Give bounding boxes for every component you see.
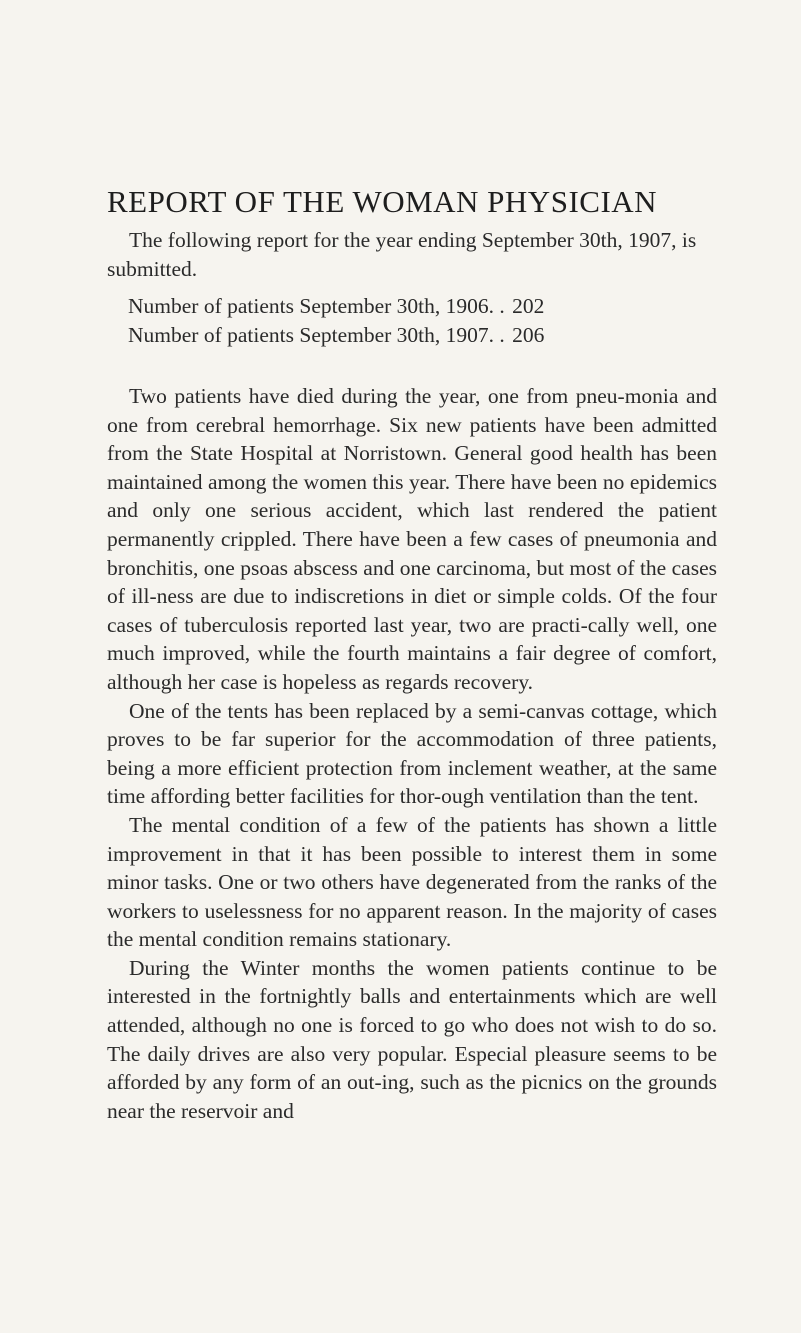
paragraph-mental-condition: The mental condition of a few of the patients has shown a little improvement in that it has been possible to interest them in some minor tasks. One or two others have degenerated from the ranks of the workers to uselessness for no apparent reason. In the majority of cases the mental condition remains stationary. bbox=[107, 812, 717, 952]
paragraph-cottage: One of the tents has been replaced by a semi-canvas cottage, which proves to be far superior for the accommodation of three patients, being a more efficient protection from inclement weather, at the same time affording better facilities for thor-ough ventilation than the tent. bbox=[107, 698, 717, 809]
paragraph-deaths-health: Two patients have died during the year, one from pneu-monia and one from cerebral hemorrhage. Six new patients have been admitted from the State Hospital at Norristown. General good health has been maintained among the women this year. There have been no epidemics and only one serious accident, which last rendered the patient permanently crippled. There have been a few cases of pneumonia and bronchitis, one psoas abscess and one carcinoma, but most of the cases of ill-ness are due to indiscretions in diet or simple colds. Of the four cases of tuberculosis reported last year, two are practi-cally well, one much improved, while the fourth maintains a fair degree of comfort, although her case is hopeless as regards recovery. bbox=[107, 384, 717, 694]
stat-row-1906 bbox=[128, 292, 544, 321]
stat-label: Number of patients September 30th, 1906. . bbox=[128, 294, 505, 318]
page-title: REPORT OF THE WOMAN PHYSICIAN bbox=[107, 184, 658, 219]
paragraph-entertainments: During the Winter months the women patients continue to be interested in the fortnightly balls and entertainments which are well attended, although no one is forced to go who does not wish to do so. The daily drives are also very popular. Especial pleasure seems to be afforded by any form of an out-ing, such as the picnics on the grounds near the reservoir and bbox=[107, 955, 717, 1123]
stat-value: 202 bbox=[512, 294, 545, 318]
stat-value: 206 bbox=[512, 322, 545, 347]
patient-stats bbox=[128, 292, 544, 349]
stat-row-1907 bbox=[128, 321, 544, 350]
stat-label: Number of patients September 30th, 1907. . bbox=[128, 322, 505, 347]
report-body bbox=[107, 382, 717, 1125]
intro-paragraph: The following report for the year ending September 30th, 1907, is submitted. bbox=[107, 228, 697, 281]
